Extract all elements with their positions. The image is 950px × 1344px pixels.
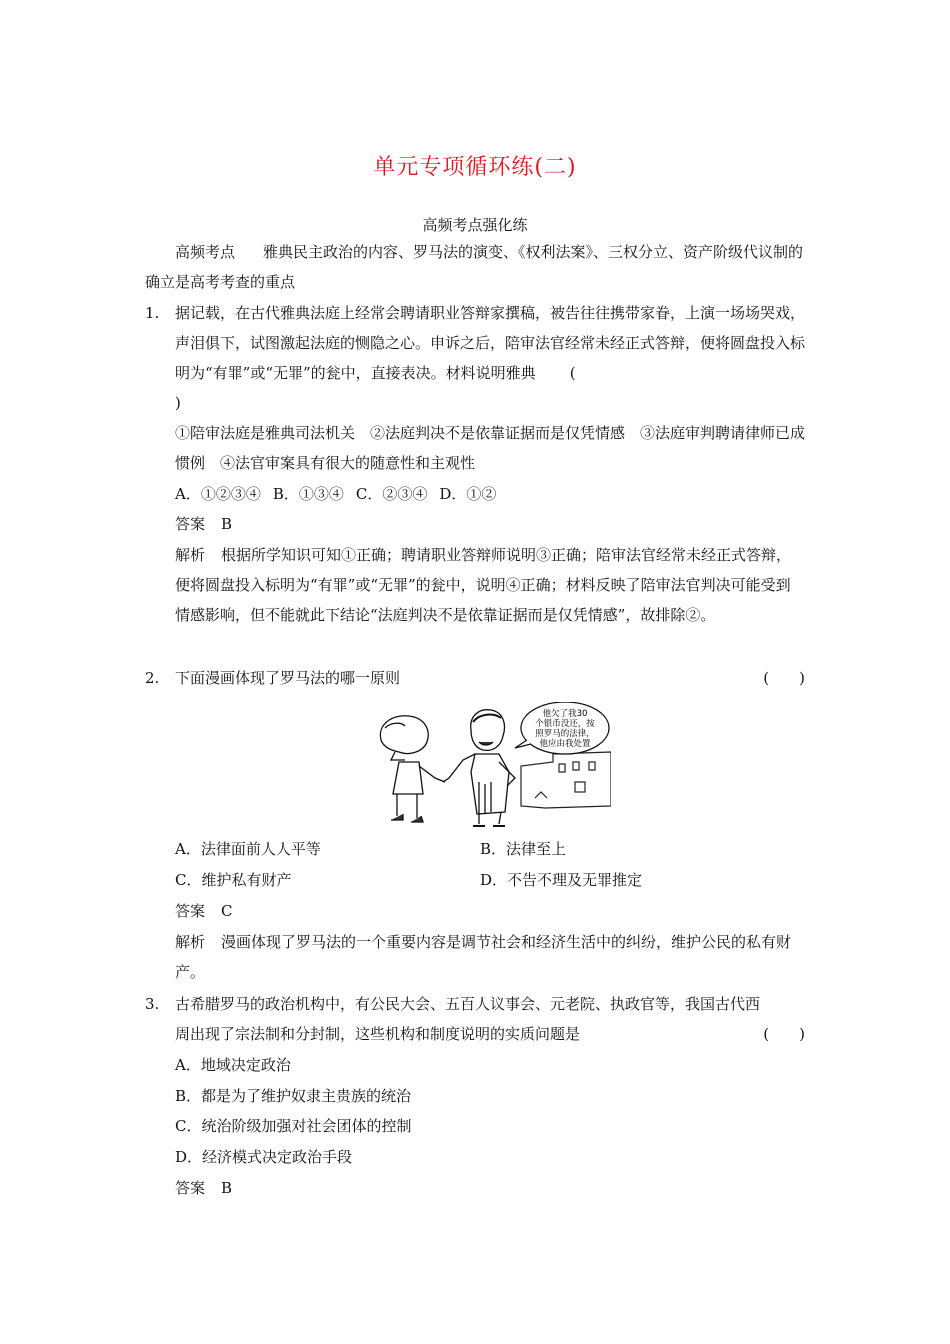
q2-answer-label: 答案 (175, 902, 206, 920)
q1-option-b[interactable]: B．①③④ (272, 485, 344, 503)
q3-option-b[interactable]: B．都是为了维护奴隶主贵族的统治 (175, 1087, 412, 1105)
q1-option-c[interactable]: C．②③④ (355, 485, 428, 503)
q1-options (175, 479, 805, 509)
q1-statements: ①陪审法庭是雅典司法机关 ②法庭判决不是依靠证据而是仅凭情感 ③法庭审判聘请律师已成惯例 ④法官审案具有很大的随意性和主观性 (175, 424, 806, 472)
speech-line-1: 他欠了我30 (542, 709, 588, 719)
page-title: 单元专项循环练(二) (373, 155, 577, 180)
q1-answer (175, 509, 232, 539)
q1-answer-value: B (221, 515, 233, 533)
q1-analysis-label: 解析 (175, 546, 206, 564)
speech-line-4: 他应由我处置 (539, 739, 591, 749)
q2-option-b[interactable]: B．法律至上 (480, 840, 567, 858)
q2-answer-paren: ( ) (763, 669, 805, 687)
creditor-figure (443, 710, 515, 826)
q2-analysis-label: 解析 (175, 933, 206, 951)
q1-answer-label: 答案 (175, 515, 206, 533)
q3-option-a[interactable]: A．地域决定政治 (175, 1056, 291, 1074)
q3-answer-paren: ( ) (763, 1025, 805, 1043)
speech-line-2: 个银币没还，按 (535, 719, 595, 729)
debtor-figure (380, 716, 445, 822)
q1-option-d[interactable]: D．①② (439, 485, 497, 503)
q2-answer-value: C (221, 902, 233, 920)
intro-text: 雅典民主政治的内容、罗马法的演变、《权利法案》、三权分立、资产阶级代议制的确立是高考考查的重点 (145, 243, 804, 291)
intro-label: 高频考点 (175, 243, 236, 261)
q2-cartoon (375, 702, 611, 832)
q2-analysis (175, 927, 805, 987)
q3-number: 3. (145, 995, 160, 1013)
speech-line-3: 照罗马的法律， (535, 729, 595, 739)
q2-stem: 下面漫画体现了罗马法的哪一原则 (175, 669, 401, 687)
q1-analysis (175, 540, 805, 630)
section-subtitle: 高频考点强化练 (422, 216, 528, 234)
q3-answer-label: 答案 (175, 1179, 206, 1197)
q2-analysis-text: 漫画体现了罗马法的一个重要内容是调节社会和经济生活中的纠纷，维护公民的私有财产。 (175, 933, 792, 981)
q1-stem-text: 据记载，在古代雅典法庭上经常会聘请职业答辩家撰稿，被告往往携带家眷，上演一场场哭戏，声泪俱下，试图激起法庭的恻隐之心。申诉之后，陪审法官经常未经正式答辩，便将圆盘投入标明为“有罪”或“无罪”的瓮中，直接表决。材料说明雅典 (175, 304, 806, 382)
q3-stem: 古希腊罗马的政治机构中，有公民大会、五百人议事会、元老院、执政官等，我国古代西周出现了宗法制和分封制，这些机构和制度说明的实质问题是 (175, 995, 761, 1043)
q1-analysis-text: 根据所学知识可知①正确；聘请职业答辩师说明③正确；陪审法官经常未经正式答辩，便将圆盘投入标明为“有罪”或“无罪”的瓮中，说明④正确；材料反映了陪审法官判决可能受到情感影响，但不能就此下结论“法庭判决不是依靠证据而是仅凭情感”，故排除②。 (175, 546, 792, 624)
q3-option-d[interactable]: D．经济模式决定政治手段 (175, 1148, 353, 1166)
q3-answer (175, 1173, 232, 1203)
q1-number: 1. (145, 304, 160, 322)
speech-bubble (515, 702, 609, 754)
q1-paren-open: ( (569, 364, 576, 382)
q2-option-a[interactable]: A．法律面前人人平等 (175, 840, 321, 858)
cartoon-buildings (521, 752, 611, 808)
q2-option-d[interactable]: D．不告不理及无罪推定 (480, 871, 643, 889)
q3-option-c[interactable]: C．统治阶级加强对社会团体的控制 (175, 1117, 412, 1135)
q2-option-c[interactable]: C．维护私有财产 (175, 871, 292, 889)
q1-option-a[interactable]: A．①②③④ (175, 485, 261, 503)
q3-answer-value: B (221, 1179, 233, 1197)
cartoon-illustration (375, 702, 611, 832)
q1-stem (175, 298, 805, 418)
q1-paren-close: ) (175, 394, 181, 412)
q2-answer (175, 896, 233, 926)
q2-number: 2. (145, 669, 160, 687)
